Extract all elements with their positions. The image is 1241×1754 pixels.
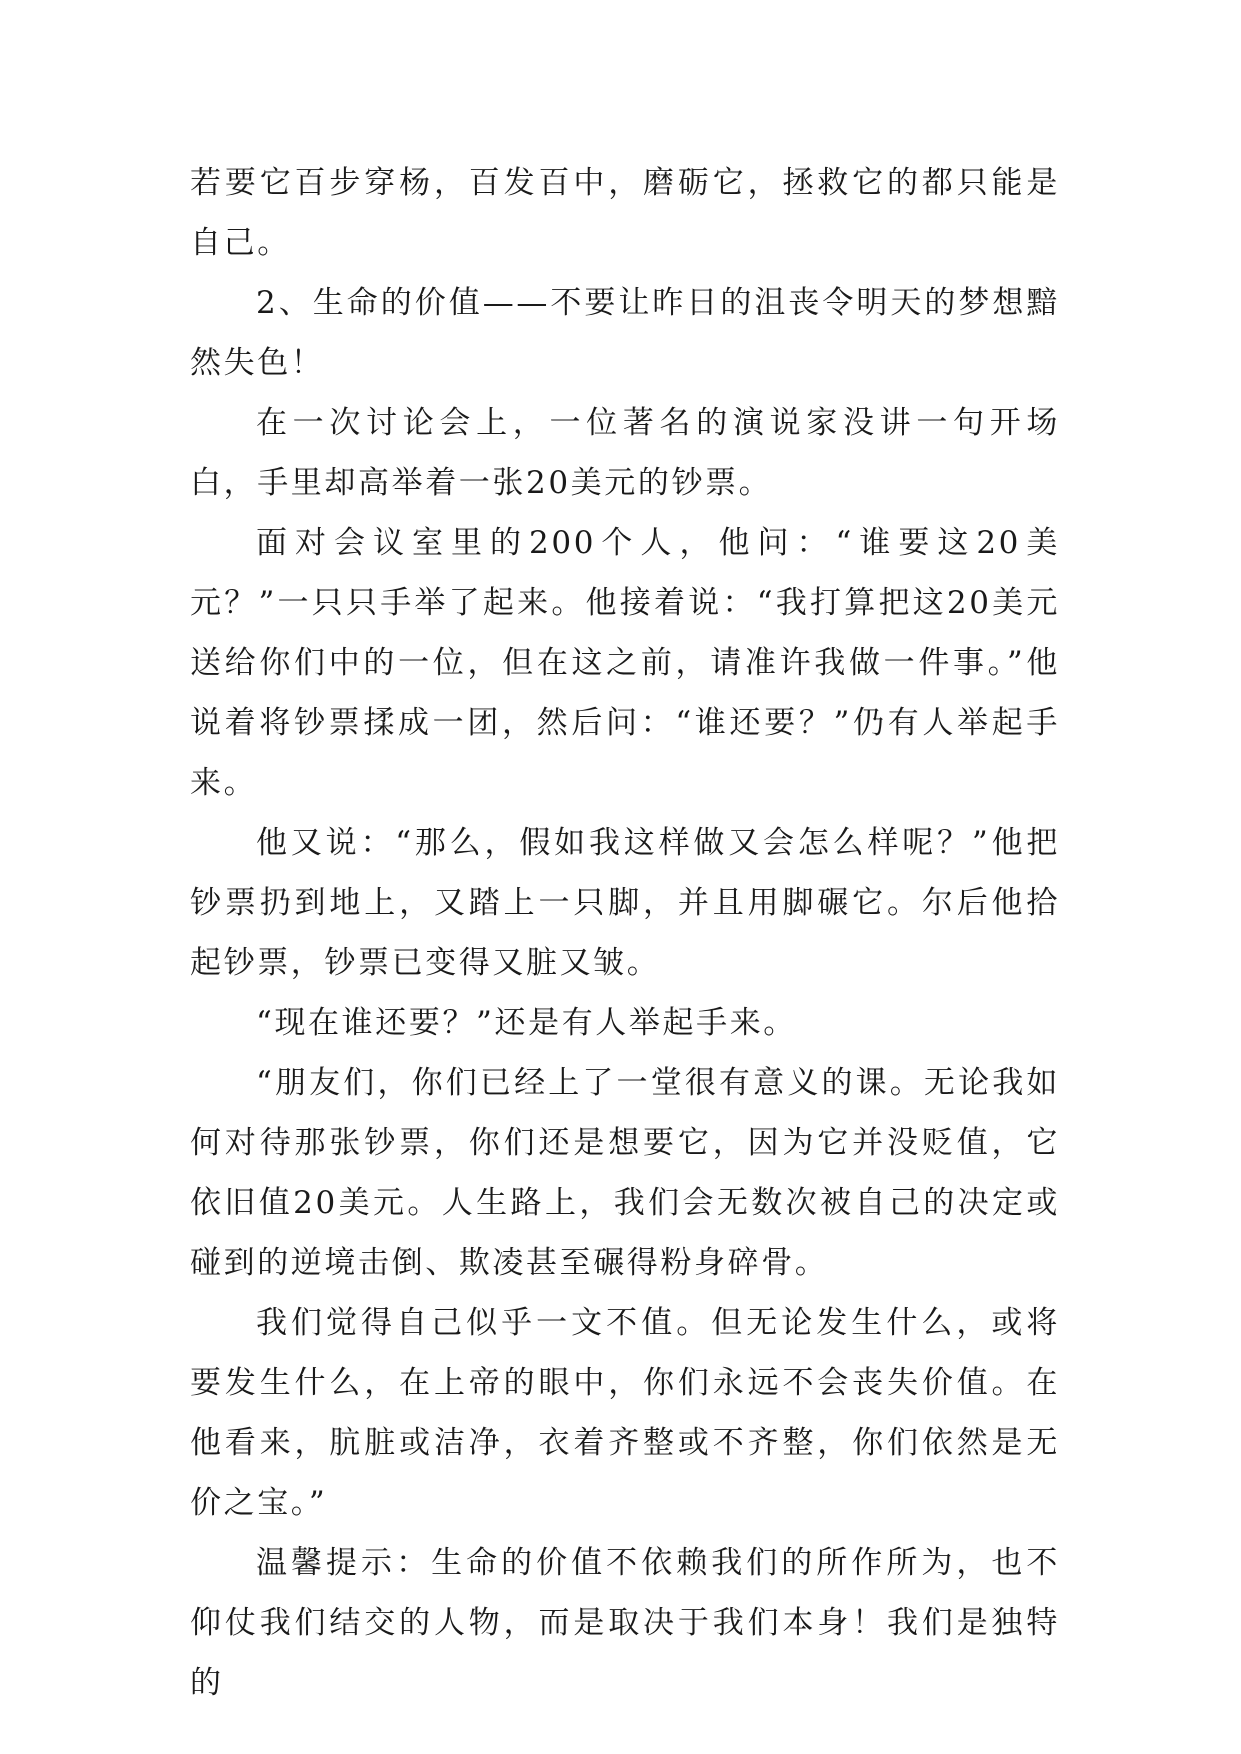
paragraph: 若要它百步穿杨，百发百中，磨砺它，拯救它的都只能是自己。	[190, 165, 1060, 261]
paragraph: 他又说：“那么，假如我这样做又会怎么样呢？”他把钞票扔到地上，又踏上一只脚，并且用脚碾它。尔后他拾起钞票，钞票已变得又脏又皱。	[190, 825, 1060, 981]
paragraph: 温馨提示：生命的价值不依赖我们的所作所为，也不仰仗我们结交的人物，而是取决于我们本身！我们是独特的	[190, 1545, 1060, 1701]
paragraph: 2、生命的价值——不要让昨日的沮丧令明天的梦想黯然失色！	[190, 285, 1060, 381]
paragraph: 在一次讨论会上，一位著名的演说家没讲一句开场白，手里却高举着一张20美元的钞票。	[190, 405, 1060, 501]
paragraph: “现在谁还要？”还是有人举起手来。	[256, 1005, 797, 1041]
paragraph: “朋友们，你们已经上了一堂很有意义的课。无论我如何对待那张钞票，你们还是想要它，因为它并没贬值，它依旧值20美元。人生路上，我们会无数次被自己的决定或碰到的逆境击倒、欺凌甚至碾得粉身碎骨。	[190, 1065, 1060, 1281]
paragraph: 面对会议室里的200个人，他问：“谁要这20美元？”一只只手举了起来。他接着说：“我打算把这20美元送给你们中的一位，但在这之前，请准许我做一件事。”他说着将钞票揉成一团，然后问：“谁还要？”仍有人举起手来。	[190, 525, 1060, 801]
document-body	[190, 153, 1060, 1713]
paragraph: 我们觉得自己似乎一文不值。但无论发生什么，或将要发生什么，在上帝的眼中，你们永远不会丧失价值。在他看来，肮脏或洁净，衣着齐整或不齐整，你们依然是无价之宝。”	[190, 1305, 1060, 1521]
